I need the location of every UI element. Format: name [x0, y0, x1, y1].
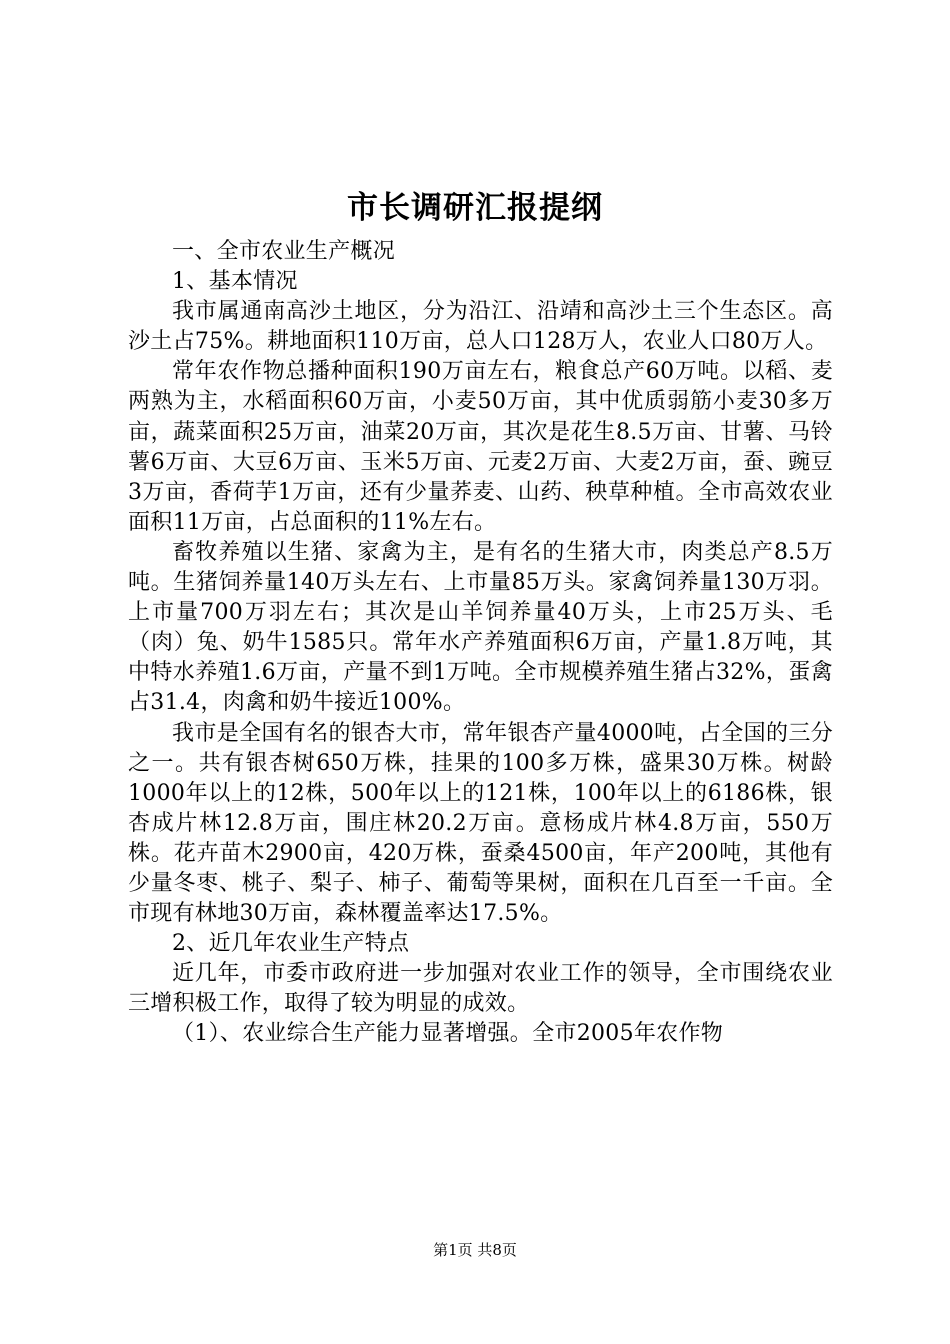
subsection-heading: 2、近几年农业生产特点	[172, 931, 410, 957]
subsection-heading: 1、基本情况	[172, 269, 298, 295]
body-paragraph: 我市是全国有名的银杏大市，常年银杏产量4000吨，占全国的三分之一。共有银杏树650万株，挂果的100多万株，盛果30万株。树龄1000年以上的12株，500年以上的121株，100年以上的6186株，银杏成片林12.8万亩，围庄林20.2万亩。意杨成片林4.8万亩，550万株。花卉苗木2900亩，420万株，蚕桑4500亩，年产200吨，其他有少量冬枣、桃子、梨子、柿子、葡萄等果树，面积在几百至一千亩。全市现有林地30万亩，森林覆盖率达17.5%。	[128, 720, 833, 927]
body-paragraph: 近几年，市委市政府进一步加强对农业工作的领导，全市围绕农业三增积极工作，取得了较为明显的成效。	[128, 961, 833, 1017]
section-heading: 一、全市农业生产概况	[172, 239, 396, 264]
body-paragraph: （1）、农业综合生产能力显著增强。全市2005年农作物	[172, 1021, 724, 1047]
document-body	[128, 237, 833, 1050]
body-paragraph: 我市属通南高沙土地区，分为沿江、沿靖和高沙土三个生态区。高沙土占75%。耕地面积110万亩，总人口128万人，农业人口80万人。	[128, 299, 833, 355]
body-paragraph: 常年农作物总播种面积190万亩左右，粮食总产60万吨。以稻、麦两熟为主，水稻面积60万亩，小麦50万亩，其中优质弱筋小麦30多万亩，蔬菜面积25万亩，油菜20万亩，其次是花生8.5万亩、甘薯、马铃薯6万亩、大豆6万亩、玉米5万亩、元麦2万亩、大麦2万亩，蚕、豌豆3万亩，香荷芋1万亩，还有少量荞麦、山药、秧草种植。全市高效农业面积11万亩，占总面积的11%左右。	[128, 359, 833, 535]
document-title: 市长调研汇报提纲	[347, 190, 603, 226]
body-paragraph: 畜牧养殖以生猪、家禽为主，是有名的生猪大市，肉类总产8.5万吨。生猪饲养量140万头左右、上市量85万头。家禽饲养量130万羽。上市量700万羽左右；其次是山羊饲养量40万头，上市25万头、毛（肉）兔、奶牛1585只。常年水产养殖面积6万亩，产量1.8万吨，其中特水养殖1.6万亩，产量不到1万吨。全市规模养殖生猪占32%，蛋禽占31.4，肉禽和奶牛接近100%。	[128, 539, 833, 716]
page-footer: 第1页 共8页	[433, 1241, 517, 1259]
